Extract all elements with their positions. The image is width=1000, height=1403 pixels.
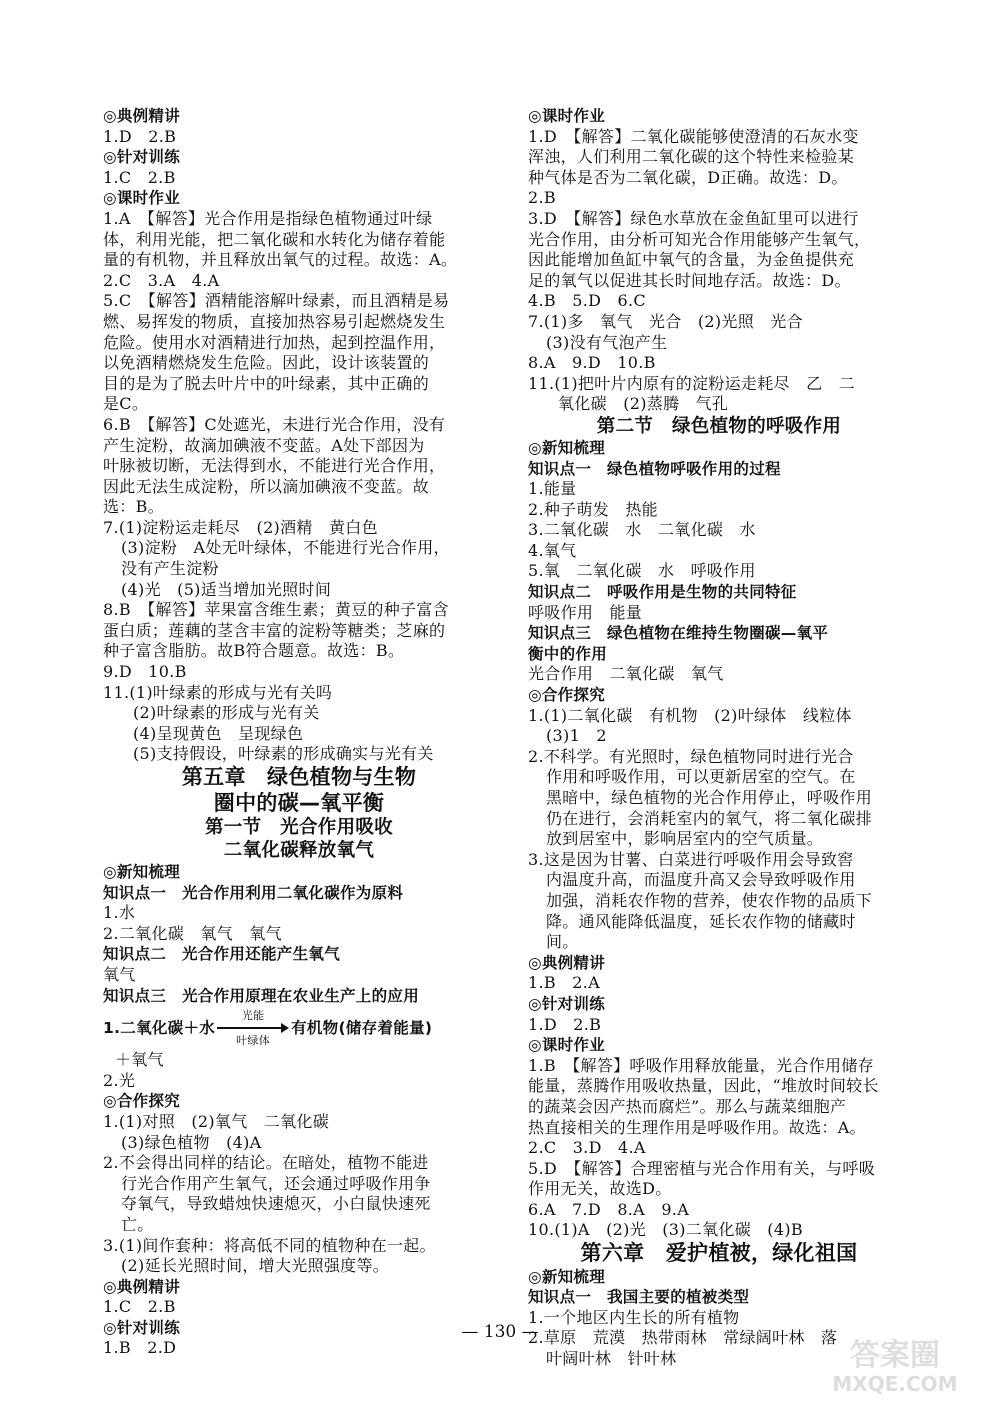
text-line: 作用无关，故选D。 bbox=[528, 1179, 672, 1199]
text-line: 1.B 2.A bbox=[528, 973, 600, 993]
chapter-title: 第五章 绿色植物与生物 bbox=[181, 765, 417, 789]
text-line: 夺氧气，导致蜡烛快速熄灭，小白鼠快速死 bbox=[121, 1194, 431, 1214]
text-line: 作用和呼吸作用，可以更新居室的空气。在 bbox=[546, 767, 856, 787]
equation-line bbox=[103, 1006, 495, 1050]
text-line: 行光合作用产生氧气，还会通过呼吸作用争 bbox=[121, 1173, 431, 1193]
text-line: 内温度升高，而温度升高又会导致呼吸作用 bbox=[546, 870, 856, 890]
text-line: 体，利用光能，把二氧化碳和水转化为储存着能 bbox=[103, 229, 446, 249]
page-number: — 130 — bbox=[461, 1322, 539, 1342]
arrow-condition-top: 光能 bbox=[241, 1009, 265, 1023]
section-heading: 知识点二 光合作用还能产生氧气 bbox=[103, 945, 341, 964]
section-heading: ◎针对训练 bbox=[103, 148, 181, 167]
text-line: 亡。 bbox=[121, 1214, 154, 1234]
section-heading: 知识点一 绿色植物呼吸作用的过程 bbox=[528, 459, 781, 478]
text-line: 种子富含脂肪。故B符合题意。故选：B。 bbox=[103, 641, 405, 661]
text-line: 2.不会得出同样的结论。在暗处，植物不能进 bbox=[103, 1153, 429, 1173]
watermark-logo bbox=[800, 1335, 990, 1397]
left-column bbox=[103, 106, 495, 1359]
section-title: 二氧化碳释放氧气 bbox=[223, 840, 375, 861]
text-line: 1.B 2.D bbox=[103, 1338, 177, 1358]
text-line: 叶阔叶林 针叶林 bbox=[546, 1348, 677, 1368]
text-line: 氧化碳 (2)蒸腾 气孔 bbox=[558, 394, 729, 414]
text-line: 2.光 bbox=[103, 1070, 136, 1090]
section-heading: ◎针对训练 bbox=[528, 994, 606, 1013]
section-heading: ◎课时作业 bbox=[103, 189, 181, 208]
text-line: (3)淀粉 A处无叶绿体，不能进行光合作用， bbox=[121, 538, 450, 558]
section-heading: ◎典例精讲 bbox=[103, 107, 181, 125]
section-heading: ◎新知梳理 bbox=[103, 863, 181, 881]
text-line: 1.一个地区内生长的所有植物 bbox=[528, 1307, 740, 1327]
text-line: 1.能量 bbox=[528, 479, 577, 499]
equation-rhs: 有机物(储存着能量) bbox=[291, 1019, 433, 1038]
text-line: 1.C 2.B bbox=[103, 167, 176, 187]
text-line: 3.这是因为甘薯、白菜进行呼吸作用会导致窖 bbox=[528, 849, 854, 869]
text-line: 因此无法生成淀粉，所以滴加碘液不变蓝。故 bbox=[103, 476, 430, 496]
text-line: (4)呈现黄色 呈现绿色 bbox=[133, 723, 304, 743]
section-heading: 衡中的作用 bbox=[528, 644, 608, 663]
section-heading: ◎合作探究 bbox=[103, 1092, 181, 1111]
watermark-line1: 答案圈 bbox=[850, 1338, 940, 1373]
text-line: 1.A 【解答】光合作用是指绿色植物通过叶绿 bbox=[103, 208, 433, 228]
right-column bbox=[528, 106, 910, 1370]
text-line: 6.B 【解答】C处遮光，未进行光合作用，没有 bbox=[103, 414, 446, 434]
section-heading: ◎针对训练 bbox=[103, 1318, 181, 1337]
text-line: 9.D 10.B bbox=[103, 662, 187, 682]
text-line: 7.(1)多 氧气 光合 (2)光照 光合 bbox=[528, 311, 803, 331]
text-line: 1.水 bbox=[103, 903, 136, 923]
text-line: 1.C 2.B bbox=[103, 1297, 176, 1317]
text-line: 4.B 5.D 6.C bbox=[528, 291, 646, 311]
text-line: 1.D 2.B bbox=[103, 126, 177, 146]
text-line: 3.(1)间作套种：将高低不同的植物种在一起。 bbox=[103, 1235, 436, 1255]
text-line: 浑浊，人们利用二氧化碳的这个特性来检验某 bbox=[528, 147, 855, 167]
text-line: 2.不科学。有光照时，绿色植物同时进行光合 bbox=[528, 746, 854, 766]
text-line: 光合作用 二氧化碳 氧气 bbox=[528, 664, 724, 684]
text-line: 黑暗中，绿色植物的光合作用停止，呼吸作用 bbox=[546, 788, 873, 807]
text-line: 呼吸作用 能量 bbox=[528, 602, 643, 622]
text-line: 2.C 3.A 4.A bbox=[103, 270, 220, 290]
text-line: 仍在进行，会消耗室内的氧气，将二氧化碳排 bbox=[546, 808, 873, 828]
watermark-line2: MXQE.COM bbox=[832, 1372, 958, 1396]
text-line: 间。 bbox=[546, 932, 579, 952]
text-line: 7.(1)淀粉运走耗尽 (2)酒精 黄白色 bbox=[103, 517, 378, 537]
text-line: 种气体是否为二氧化碳，D正确。故选：D。 bbox=[528, 167, 848, 187]
text-line: 11.(1)把叶片内原有的淀粉运走耗尽 乙 二 bbox=[528, 373, 856, 393]
text-line: 1.(1)二氧化碳 有机物 (2)叶绿体 线粒体 bbox=[528, 705, 852, 725]
reaction-arrow bbox=[217, 1006, 289, 1050]
equation-lhs: 1.二氧化碳＋水 bbox=[103, 1019, 216, 1038]
section-heading: 知识点三 光合作用原理在农业生产上的应用 bbox=[103, 986, 420, 1005]
text-line: 叶脉被切断，无法得到水，不能进行光合作用， bbox=[103, 456, 446, 476]
text-line: 1.(1)对照 (2)氧气 二氧化碳 bbox=[103, 1111, 329, 1131]
text-line: 2.二氧化碳 氧气 氧气 bbox=[103, 923, 282, 943]
text-line: 没有产生淀粉 bbox=[121, 559, 219, 579]
section-title: 第二节 绿色植物的呼吸作用 bbox=[596, 415, 842, 437]
text-line: 10.(1)A (2)光 (3)二氧化碳 (4)B bbox=[528, 1220, 803, 1240]
text-line: (2)延长光照时间，增大光照强度等。 bbox=[121, 1256, 390, 1276]
text-line: 8.B 【解答】苹果富含维生素；黄豆的种子富含 bbox=[103, 600, 449, 620]
text-line: 1.D 2.B bbox=[528, 1014, 602, 1034]
text-line: 目的是为了脱去叶片中的叶绿素，其中正确的 bbox=[103, 373, 430, 393]
text-line: 选：B。 bbox=[103, 497, 164, 517]
section-heading: ◎新知梳理 bbox=[528, 1267, 606, 1286]
text-line: ＋氧气 bbox=[115, 1050, 164, 1070]
section-heading: ◎典例精讲 bbox=[103, 1277, 181, 1296]
text-line: 量的有机物，并且释放出氧气的过程。故选：A。 bbox=[103, 250, 458, 270]
section-heading: 知识点三 绿色植物在维持生物圈碳—氧平 bbox=[528, 624, 829, 643]
text-line: 3.D 【解答】绿色水草放在金鱼缸里可以进行 bbox=[528, 208, 859, 228]
text-line: 蛋白质；莲藕的茎含丰富的淀粉等糖类；芝麻的 bbox=[103, 620, 446, 640]
text-line: (3)1 2 bbox=[546, 726, 607, 746]
section-heading: ◎课时作业 bbox=[528, 1036, 606, 1055]
text-line: 4.氧气 bbox=[528, 540, 577, 560]
text-line: 1.B 【解答】呼吸作用释放能量，光合作用储存 bbox=[528, 1055, 874, 1075]
text-line: 的蔬菜会因产热而腐烂”。那么与蔬菜细胞产 bbox=[528, 1096, 847, 1116]
text-line: 5.氧 二氧化碳 水 呼吸作用 bbox=[528, 561, 756, 581]
text-line: 2.B bbox=[528, 188, 556, 208]
text-line: 光合作用，由分析可知光合作用能够产生氧气， bbox=[528, 229, 871, 249]
text-line: 6.A 7.D 8.A 9.A bbox=[528, 1199, 690, 1219]
section-heading: 知识点一 光合作用利用二氧化碳作为原料 bbox=[103, 883, 404, 902]
text-line: 能量，蒸腾作用吸收热量，因此，“堆放时间较长 bbox=[528, 1076, 879, 1096]
section-heading: ◎合作探究 bbox=[528, 686, 606, 705]
text-line: 3.二氧化碳 水 二氧化碳 水 bbox=[528, 520, 756, 540]
text-line: 加强，消耗农作物的营养，使农作物的品质下 bbox=[546, 890, 873, 910]
text-line: 因此能增加鱼缸中氧气的含量，为金鱼提供充 bbox=[528, 250, 855, 270]
section-heading: 知识点一 我国主要的植被类型 bbox=[528, 1288, 750, 1307]
section-heading: ◎课时作业 bbox=[528, 107, 606, 125]
text-line: 产生淀粉，故滴加碘液不变蓝。A处下部因为 bbox=[103, 435, 425, 455]
text-line: 5.C 【解答】酒精能溶解叶绿素，而且酒精是易 bbox=[103, 291, 450, 311]
text-line: 5.D 【解答】合理密植与光合作用有关，与呼吸 bbox=[528, 1158, 875, 1178]
chapter-title: 圈中的碳—氧平衡 bbox=[213, 790, 385, 815]
text-line: 降。通风能降低温度，延长农作物的储藏时 bbox=[546, 911, 856, 931]
text-line: 氧气 bbox=[103, 964, 136, 984]
text-line: 11.(1)叶绿素的形成与光有关吗 bbox=[103, 682, 333, 702]
section-title: 第一节 光合作用吸收 bbox=[204, 817, 393, 838]
section-heading: ◎新知梳理 bbox=[528, 438, 606, 457]
text-line: 2.C 3.D 4.A bbox=[528, 1138, 646, 1158]
text-line: 1.D 【解答】二氧化碳能够使澄清的石灰水变 bbox=[528, 126, 859, 146]
text-line: (3)没有气泡产生 bbox=[546, 332, 668, 352]
text-line: 8.A 9.D 10.B bbox=[528, 353, 656, 373]
text-line: (5)支持假设，叶绿素的形成确实与光有关 bbox=[133, 744, 434, 764]
text-line: 热直接相关的生理作用是呼吸作用。故选：A。 bbox=[528, 1117, 866, 1137]
section-heading: ◎典例精讲 bbox=[528, 953, 606, 972]
text-line: 2.草原 荒漠 热带雨林 常绿阔叶林 落 bbox=[528, 1328, 838, 1348]
text-line: (4)光 (5)适当增加光照时间 bbox=[121, 579, 332, 599]
text-line: 燃、易挥发的物质，直接加热容易引起燃烧发生 bbox=[103, 311, 446, 331]
text-line: 以免酒精燃烧发生危险。因此，设计该装置的 bbox=[103, 353, 430, 373]
text-line: 足的氧气以促进其长时间地存活。故选：D。 bbox=[528, 270, 851, 290]
text-line: 放到居室中，影响居室内的空气质量。 bbox=[546, 829, 824, 849]
text-line: 是C。 bbox=[103, 394, 149, 414]
chapter-title: 第六章 爱护植被，绿化祖国 bbox=[580, 1241, 858, 1266]
text-line: 2.种子萌发 热能 bbox=[528, 499, 658, 519]
section-heading: 知识点二 呼吸作用是生物的共同特征 bbox=[528, 583, 797, 602]
text-line: 危险。使用水对酒精进行加热，起到控温作用， bbox=[103, 332, 446, 352]
text-line: (3)绿色植物 (4)A bbox=[121, 1132, 262, 1152]
arrow-condition-bottom: 叶绿体 bbox=[236, 1034, 271, 1048]
text-line: (2)叶绿素的形成与光有关 bbox=[133, 703, 320, 723]
